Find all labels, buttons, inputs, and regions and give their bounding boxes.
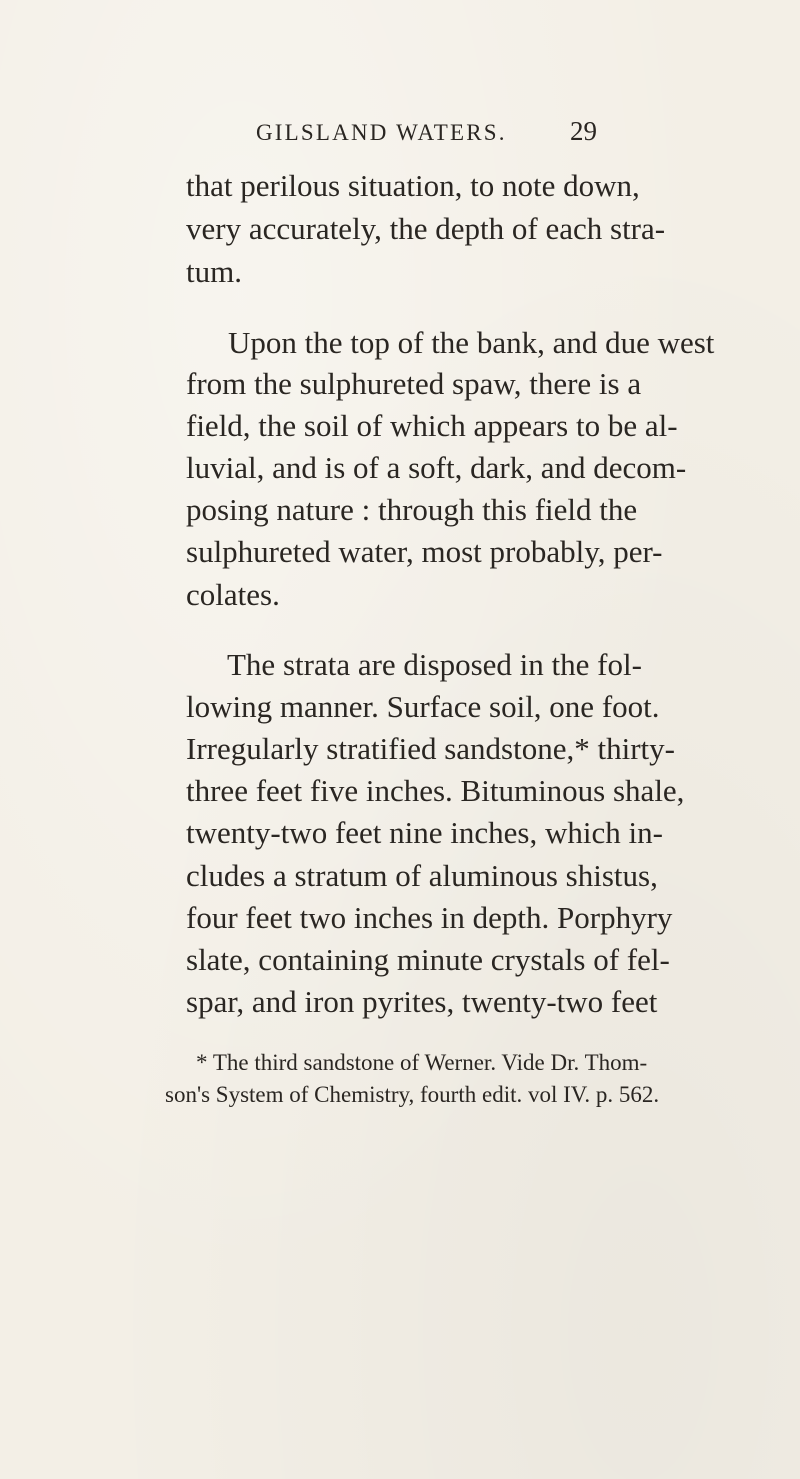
text-line: slate, containing minute crystals of fel- (186, 942, 670, 977)
text-line: cludes a stratum of aluminous shistus, (186, 858, 658, 893)
text-line: posing nature : through this field the (186, 492, 638, 527)
text-line: that perilous situation, to note down, (186, 168, 640, 203)
text-line: tum. (186, 254, 242, 289)
footnote-line: son's System of Chemistry, fourth edit. vol IV. p. 562. (165, 1082, 660, 1107)
running-title: GILSLAND WATERS. (256, 120, 507, 145)
text-line: luvial, and is of a soft, dark, and decom- (186, 450, 687, 485)
page-number: 29 (570, 116, 597, 146)
text-line: spar, and iron pyrites, twenty-two feet (186, 984, 658, 1019)
text-line: twenty-two feet nine inches, which in- (186, 815, 663, 850)
text-line: colates. (186, 577, 280, 612)
text-line: three feet five inches. Bituminous shale, (186, 773, 685, 808)
footnote-line: * The third sandstone of Werner. Vide Dr. Thom- (196, 1050, 648, 1075)
text-line: field, the soil of which appears to be al- (186, 408, 678, 443)
page-header (0, 116, 800, 156)
text-line: very accurately, the depth of each stra- (186, 211, 666, 246)
text-line: from the sulphureted spaw, there is a (186, 366, 642, 401)
text-line: sulphureted water, most probably, per- (186, 534, 663, 569)
text-line: lowing manner. Surface soil, one foot. (186, 689, 660, 724)
text-line: Upon the top of the bank, and due west (228, 325, 715, 360)
text-line: four feet two inches in depth. Porphyry (186, 900, 673, 935)
text-line: The strata are disposed in the fol- (227, 647, 642, 682)
text-line: Irregularly stratified sandstone,* thirty- (186, 731, 675, 766)
